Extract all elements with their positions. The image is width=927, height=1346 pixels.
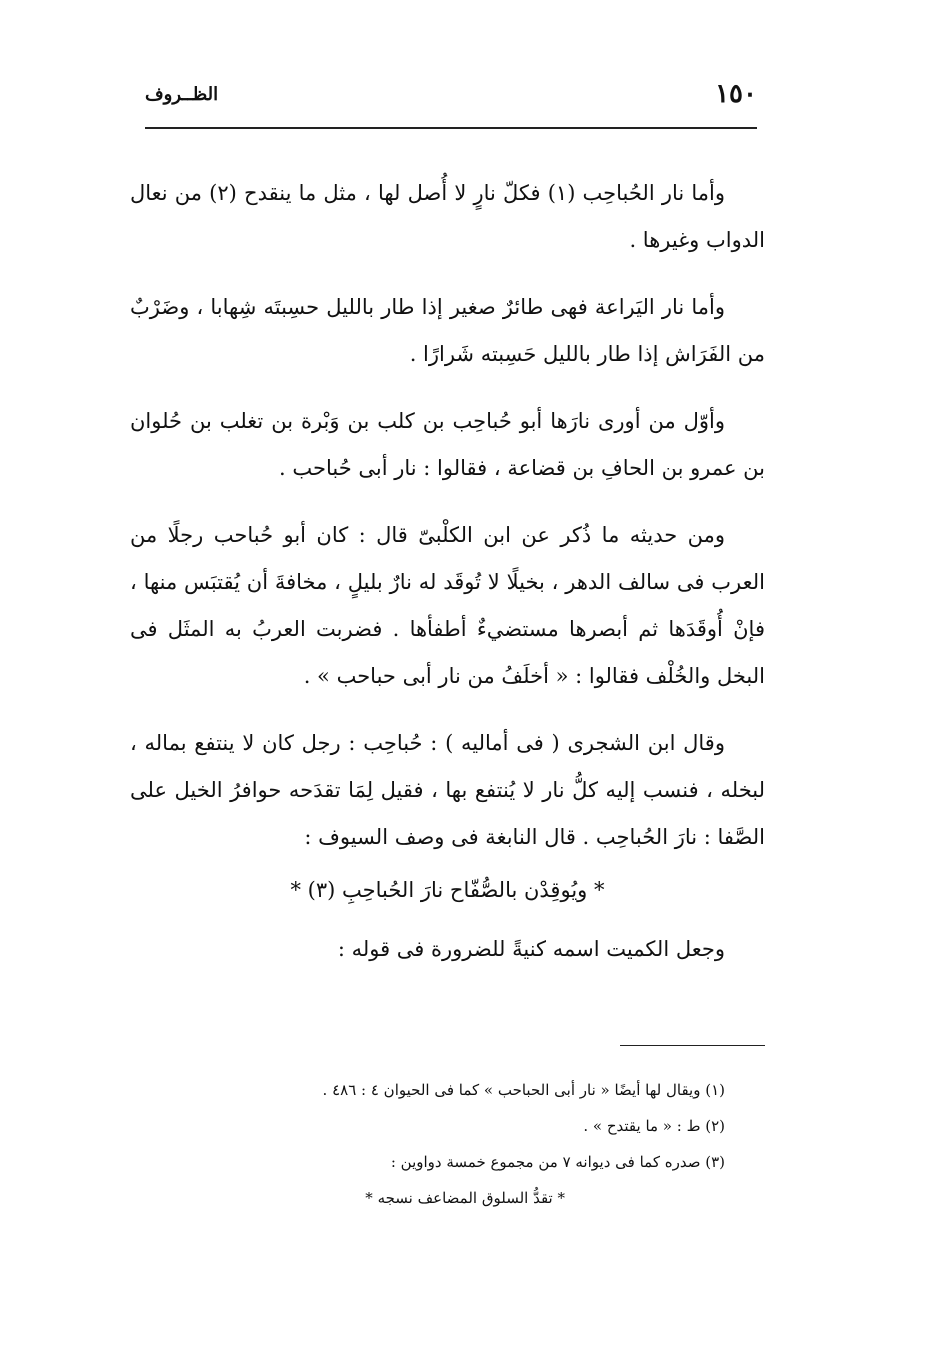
footnote: (٣) صدره كما فى ديوانه ٧ من مجموع خمسة دواوين : bbox=[390, 1153, 725, 1171]
paragraph: وأوّل من أورى نارَها أبو حُباحِب بن كلب بن وَبْرة بن تغلب بن حُلوان بن عمرو بن الحافِ بن قضاعة ، فقالوا : نار أبى حُباحب . bbox=[130, 409, 765, 480]
paragraph: وأما نار اليَراعة فهى طائرٌ صغير إذا طار بالليل حسِبتَه شِهابا ، وضَرْبٌ من الفَرَاش إذا طار بالليل حَسِبته شَرارًا . bbox=[130, 295, 765, 366]
footnote: (١) ويقال لها أيضًا « نار أبى الحباحب » كما فى الحيوان ٤ : ٤٨٦ . bbox=[322, 1081, 725, 1099]
running-title: الظــروف bbox=[145, 83, 219, 105]
page-number: ١٥٠ bbox=[715, 79, 757, 109]
paragraph: ومن حديثه ما ذُكر عن ابن الكلْبىّ قال : كان أبو حُباحب رجلًا من العرب فى سالف الدهر ، بخيلًا لا تُوقَد له نارٌ بليلٍ ، مخافةَ أن يُقتبَس منها ، فإنْ أُوقَدَها ثم أبصرها مستضيءٌ أطفأها . فضربت العربُ به المثَل فى البخل والخُلْف فقالوا : « أخلَفُ من نار أبى حباحب » . bbox=[130, 523, 765, 688]
page-header bbox=[145, 78, 757, 110]
paragraph: وقال ابن الشجرى ( فى أماليه ) : حُباحِب : رجل كان لا ينتفع بماله ، لبخله ، فنسب إليه كلُّ نار لا يُنتفع بها ، فقيل لِمَا تقدَحه حوافرُ الخيل على الصَّفا : نارَ الحُباحِب . قال النابغة فى وصف السيوف : bbox=[130, 731, 766, 849]
footnote-rule bbox=[620, 1045, 765, 1046]
body-text bbox=[130, 170, 765, 973]
footnotes bbox=[150, 1072, 725, 1216]
paragraph: وأما نار الحُباحِب (١) فكلّ نارٍ لا أُصل لها ، مثل ما ينقدح (٢) من نعال الدواب وغيرها . bbox=[130, 181, 765, 252]
closing-line: وجعل الكميت اسمه كنيةً للضرورة فى قوله : bbox=[337, 937, 725, 961]
verse-quote: * ويُوقِدْن بالصُّفّاح نارَ الحُباحِبِ (٣) * bbox=[290, 878, 605, 902]
header-rule bbox=[145, 127, 757, 129]
footnote-verse: * تقدُّ السلوق المضاعف نسجه * bbox=[365, 1189, 565, 1207]
footnote: (٢) ط : « ما يقتدح » . bbox=[583, 1117, 725, 1135]
